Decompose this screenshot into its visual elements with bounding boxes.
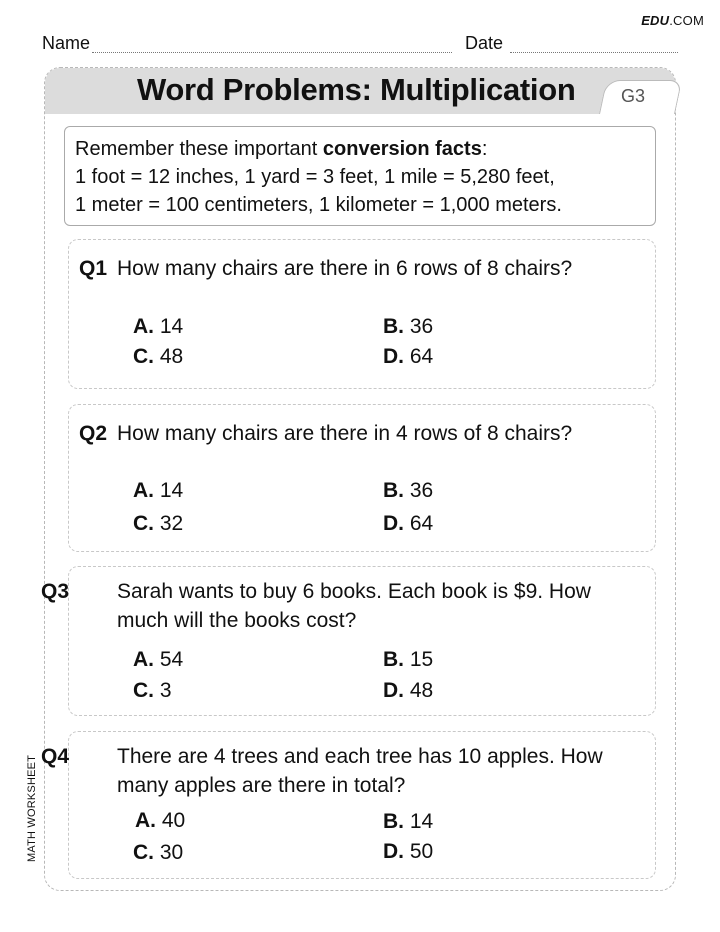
option-b[interactable]: B. 36: [383, 315, 434, 338]
question-text: [79, 419, 643, 448]
facts-line-3: 1 meter = 100 centimeters, 1 kilometer = 1,000 meters.: [75, 194, 562, 216]
side-label: MATH WORKSHEET: [26, 754, 38, 862]
facts-intro: Remember these important: [75, 138, 323, 160]
question-text: [41, 577, 643, 635]
question-body: There are 4 trees and each tree has 10 apples. How many apples are there in total?: [117, 745, 603, 797]
option-b[interactable]: B. 36: [383, 479, 434, 502]
grade-badge: G3: [620, 86, 645, 106]
option-c[interactable]: C. 30: [133, 841, 184, 864]
option-a[interactable]: A. 40: [135, 809, 186, 832]
option-d[interactable]: D. 64: [383, 345, 434, 368]
option-d[interactable]: D. 64: [383, 512, 434, 535]
brand-rest: .COM: [669, 13, 704, 28]
date-field[interactable]: [510, 52, 678, 53]
option-a[interactable]: A. 54: [133, 648, 184, 671]
option-d[interactable]: D. 48: [383, 679, 434, 702]
question-number: Q1: [79, 257, 108, 280]
conversion-facts-box: [64, 126, 656, 226]
question-text: [79, 254, 643, 283]
option-a[interactable]: A. 14: [133, 479, 184, 502]
option-b[interactable]: B. 14: [383, 810, 434, 833]
name-field[interactable]: [92, 52, 452, 53]
question-number: Q3: [41, 580, 70, 603]
facts-bold: conversion facts: [322, 138, 482, 160]
facts-line-1: [75, 135, 645, 163]
brand-bold: EDU: [641, 13, 670, 28]
question-card-q3: [41, 566, 656, 716]
option-c[interactable]: C. 3: [133, 679, 172, 702]
question-body: How many chairs are there in 6 rows of 8 chairs?: [117, 257, 573, 280]
question-body: Sarah wants to buy 6 books. Each book is $9. How much will the books cost?: [117, 580, 591, 632]
option-b[interactable]: B. 15: [383, 648, 434, 671]
question-body: How many chairs are there in 4 rows of 8 chairs?: [117, 422, 573, 445]
option-c[interactable]: C. 32: [133, 512, 184, 535]
title-bar: [45, 68, 675, 114]
question-card-q4: [41, 731, 656, 879]
question-number: Q2: [79, 422, 108, 445]
option-a[interactable]: A. 14: [133, 315, 184, 338]
facts-colon: :: [481, 138, 488, 160]
brand-logo: [641, 13, 704, 28]
date-label: Date: [465, 33, 504, 53]
question-text: [41, 742, 643, 800]
page-title: Word Problems: Multiplication: [137, 72, 576, 107]
question-card-q1: [68, 239, 656, 389]
option-c[interactable]: C. 48: [133, 345, 184, 368]
facts-line-2: 1 foot = 12 inches, 1 yard = 3 feet, 1 mile = 5,280 feet,: [75, 166, 555, 188]
question-card-q2: [68, 404, 656, 552]
name-label: Name: [42, 33, 91, 53]
option-d[interactable]: D. 50: [383, 840, 434, 863]
question-number: Q4: [41, 745, 70, 768]
